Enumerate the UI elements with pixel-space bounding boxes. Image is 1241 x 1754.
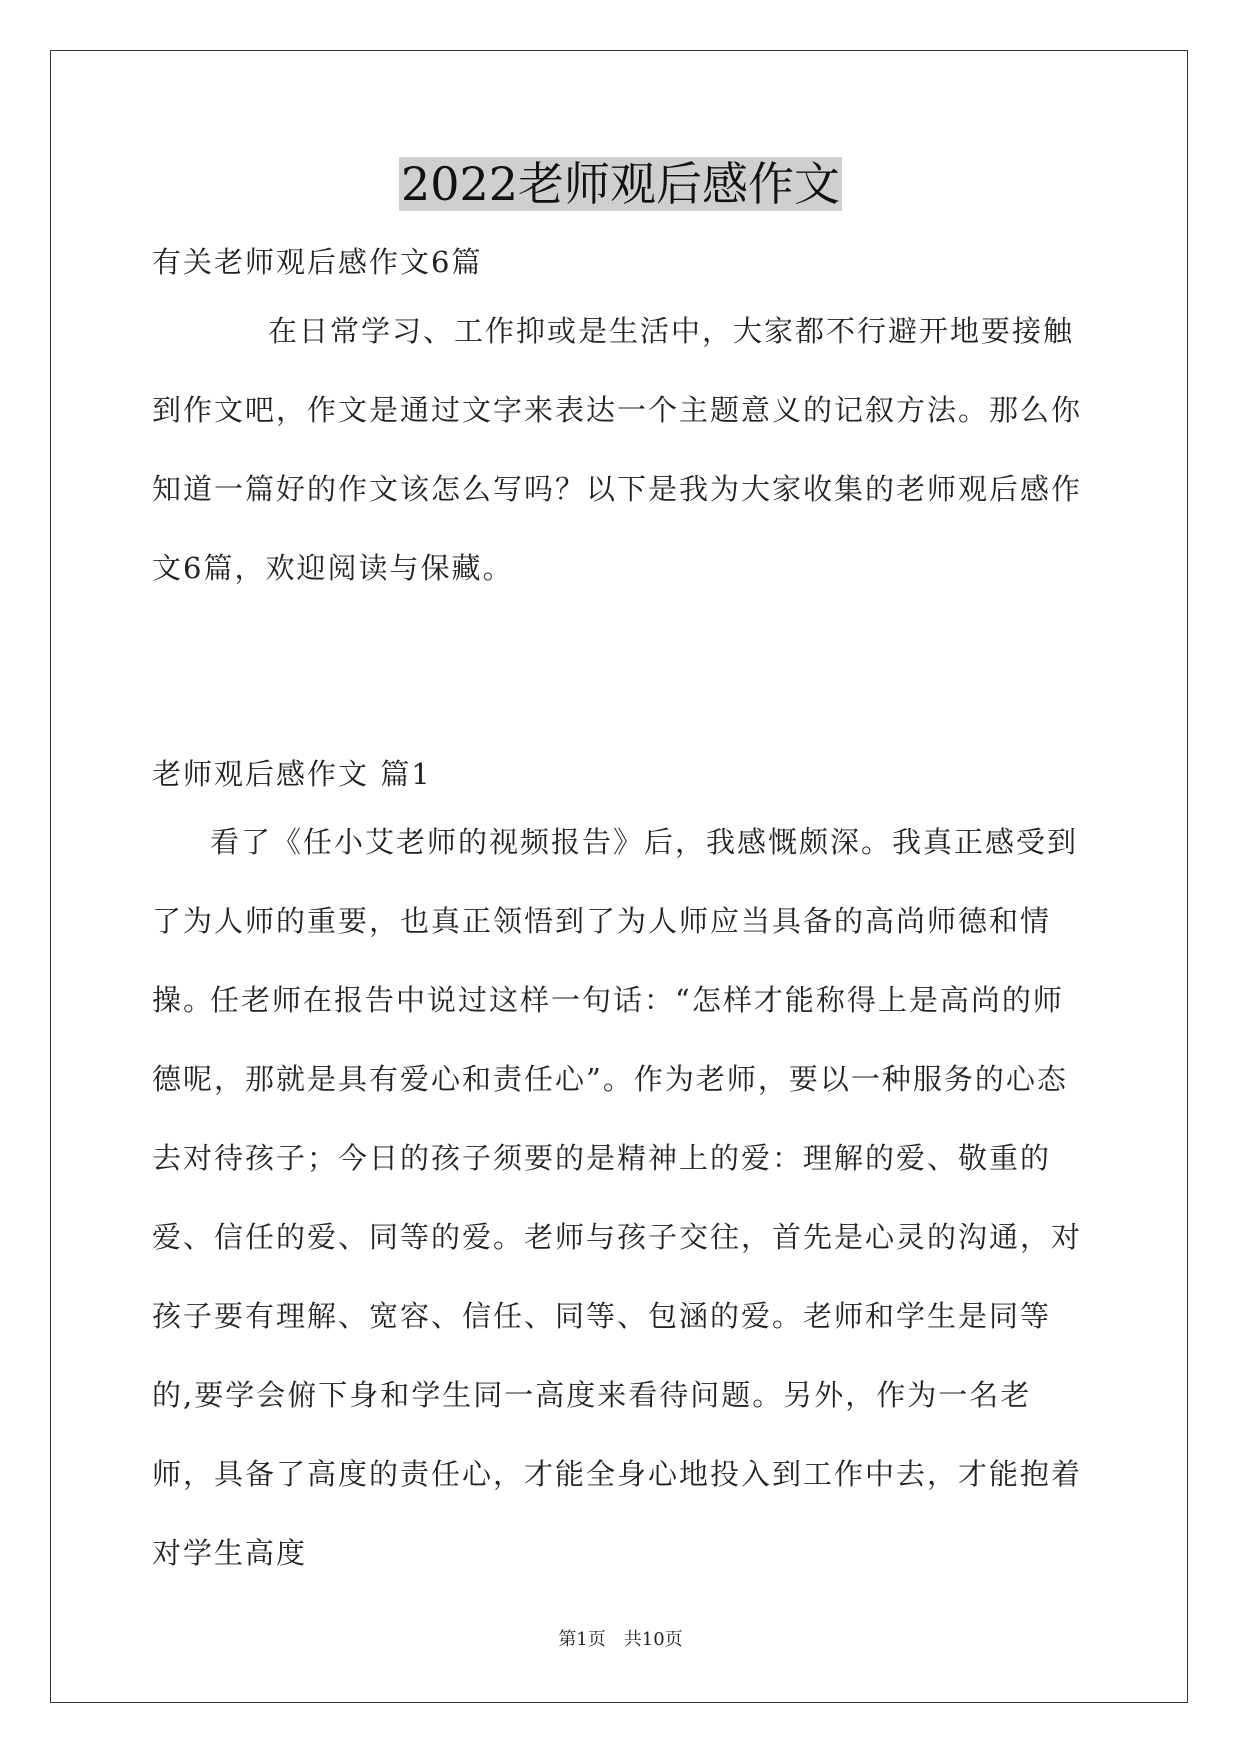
body-paragraph-1: 看了《任小艾老师的视频报告》后，我感慨颇深。我真正感受到了为人师的重要，也真正领悟到了为人师应当具备的高尚师德和情操。 [152,825,1079,1017]
document-title [0,155,1241,213]
document-subtitle: 有关老师观后感作文6篇 [152,245,483,279]
section-heading: 老师观后感作文 篇1 [152,757,432,791]
body-paragraph-2: 任老师在报告中说过这样一句话：“怎样才能称得上是高尚的师德呢，那就是具有爱心和责任心”。作为老师，要以一种服务的心态去对待孩子；今日的孩子须要的是精神上的爱：理解的爱、敬重的爱、信任的爱、同等的爱。老师与孩子交往，首先是心灵的沟通，对孩子要有理解、宽容、信任、同等、包涵的爱。老师和学生是同等的,要学会俯下身和学生同一高度来看待问题。另外，作为一名老师，具备了高度的责任心，才能全身心地投入到工作中去，才能抱着对学生高度 [152,983,1083,1570]
document-title-text: 2022老师观后感作文 [400,157,841,211]
intro-paragraph: 在日常学习、工作抑或是生活中，大家都不行避开地要接触到作文吧，作文是通过文字来表达一个主题意义的记叙方法。那么你知道一篇好的作文该怎么写吗？以下是我为大家收集的老师观后感作文6篇，欢迎阅读与保藏。 [152,314,1083,585]
page-footer: 第1页 共10页 [558,1629,683,1650]
